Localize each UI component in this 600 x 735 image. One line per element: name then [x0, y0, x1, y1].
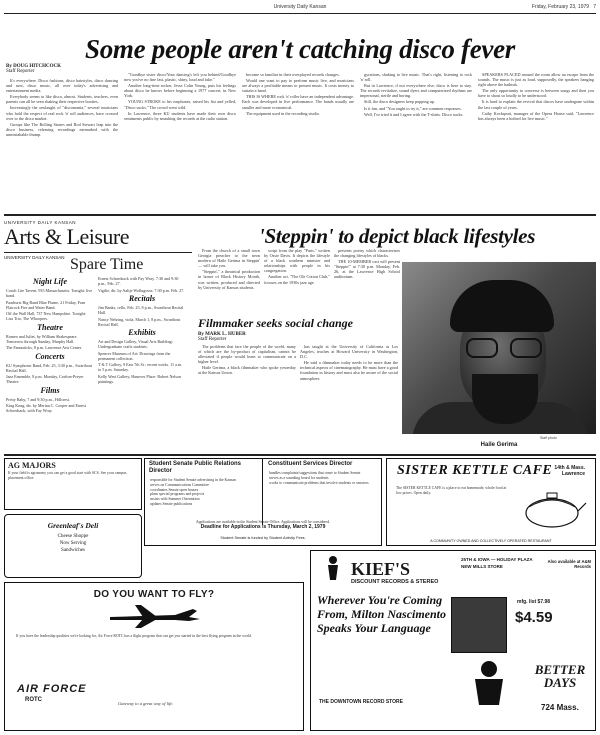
deli-ad — [4, 514, 142, 578]
senate-cs-list — [264, 470, 381, 486]
list-item: Now Serving — [59, 541, 87, 546]
listing-heading: Night Life — [33, 277, 67, 286]
paragraph: "Goodbye sister disco/Your dancing's left you behind/Goodbye now you've no fine fast, plastic, shiny, loud and fake." — [124, 72, 236, 83]
listing-heading: Recitals — [128, 294, 156, 303]
paragraph: Cathy Kocksputt, manager of the Opera House said, "Lawrence has always been a hotbed for live music." — [478, 110, 594, 121]
listing-item: Spencer Museum of Art: Drawings from the permanent collection. — [98, 350, 171, 361]
paragraph: THIS IS WHERE rock 'n' roller have an independent advantage. Each was developed in live performance. The bands usually are smaller and more economical. — [242, 94, 354, 110]
paragraph: has taught at the University of California at Los Angeles, teaches at Howard University in Washington, D.C. — [300, 344, 398, 360]
listing-item: Pretty Baby, 7 and 9:30 p.m., Hillcrest. — [6, 396, 70, 402]
kiefs-store: THE DOWNTOWN RECORD STORE — [319, 699, 403, 705]
steppin-headline: 'Steppin' to depict black lifestyles — [258, 224, 536, 248]
ads-rule — [4, 454, 596, 456]
list-item: coordinates Senate open houses — [150, 487, 199, 492]
paragraph: Groups like The Rolling Stones and Rod Stewart leap into the disco business, releasing recordings earmarked with the unmistakable thump. — [6, 121, 118, 137]
kiefs-sale: NEW MILLS STORE — [461, 564, 503, 569]
listing-heading: Concerts — [35, 351, 65, 361]
ag-majors-ad — [4, 458, 142, 510]
senate-cs-title: Constituent Services Director — [268, 461, 353, 467]
film-headline: Filmmaker seeks social change — [198, 316, 353, 330]
film-byline — [198, 332, 246, 342]
film-byline-role: Staff Reporter — [198, 337, 227, 342]
masthead — [4, 3, 596, 13]
story-column — [6, 78, 118, 210]
album-cover — [451, 597, 507, 653]
issue-date-page — [532, 4, 596, 10]
price-value: $4.59 — [515, 609, 553, 626]
story-column — [242, 72, 354, 210]
airplane-icon — [105, 601, 205, 629]
kiefs-logo: KIEF'S — [351, 559, 411, 579]
sister-kettle-ad — [386, 458, 596, 546]
listing-item: Romeo and Juliet, by William Shakespeare. Tomorrow through Sunday, Murphy Hall. — [6, 333, 78, 344]
kiefs-tagline: DISCOUNT RECORDS & STEREO — [351, 579, 439, 585]
listing-item: Jim Banks, cello, Feb. 25, 8 p.m., Swarthout Recital Hall. — [98, 305, 184, 315]
paragraph: It is hard to explain the revival that discos have undergone within the last couple of years. — [478, 99, 594, 110]
kiefs-address: 25TH & IOWA — HOLIDAY PLAZA — [461, 557, 533, 562]
better-days-title: BETTER DAYS — [534, 662, 586, 690]
air-force-brand: AIR FORCE — [17, 683, 87, 695]
better-days-address: 724 Mass. — [541, 703, 579, 712]
photo-credit: Staff photo — [540, 436, 557, 440]
listing-column — [98, 276, 186, 458]
cafe-text: The SISTER KETTLE CAFE is a place to eat homemade, whole food at low prices. Open daily. — [396, 486, 507, 495]
paragraph: Still, the disco designers keep popping up. — [364, 99, 435, 105]
paragraph: Is it fun, and "You ought to try it," are common responses. — [364, 105, 462, 111]
paragraph: Increasingly the onslaught of "discomania," several musicians who hold the respect of real rock 'n' roll audiences, have crossed over to the disco market. — [6, 105, 118, 121]
listing-item: Off the Wall Hall, 737 New Hampshire. Tonight: Lisa Trio, The Whoopers. — [6, 311, 86, 321]
price-label: mfg. list $7.98 — [517, 599, 551, 605]
senate-pr-title: Student Senate Public Relations Director — [149, 461, 242, 474]
paragraph: presents poetry which characterizes the changing lifestyles of blacks. — [334, 248, 400, 259]
student-senate-ad — [144, 458, 382, 546]
list-item: updates Senate publications — [150, 501, 193, 506]
listing-item: Jazz Ensemble, 8 p.m. Monday, Crafton-Preyer Theatre. — [6, 374, 84, 384]
paragraph: Another act, "The Ole Cotton Club," focuses on the 1930s jazz age. — [264, 274, 330, 285]
senate-deadline: Deadline for Applications is Thursday, March 2, 1979 — [200, 524, 326, 530]
fly-text: If you have the leadership qualities we're looking for, Air Force ROTC has a flight program that can get you started in the best flying program in the world. — [16, 634, 252, 638]
listing-item: Art and Design Gallery, Visual Arts Building: Undergraduate crafts students. — [98, 339, 173, 349]
paragraph: become so familiar in their overplayed records changes. — [246, 72, 340, 77]
paragraph: gyrations, shaking to live music. That's right, listening to rock 'n' roll. — [360, 72, 472, 83]
photo-caption: Haile Gerima — [480, 442, 518, 448]
story-column — [478, 72, 594, 210]
story-column — [360, 72, 472, 210]
cafe-footer: A COMMUNITY OWNED AND COLLECTIVELY OPERATED RESTAURANT — [430, 539, 552, 543]
list-item: responsible for Student Senate advertising in the Kansan — [150, 478, 236, 482]
listing-item: Paarhurst Big Band Blue Flame, 21 Friday, Fran Flatrock Fire and Water Band. — [6, 299, 86, 310]
list-item: serves as a sounding board for students — [269, 475, 329, 480]
ag-title: AG MAJORS — [8, 461, 56, 470]
paragraph: "Steppin'," a theatrical production in honor of Black History Month, was written, produced and directed by University of Kansas students. — [198, 269, 260, 290]
page-number: 7 — [593, 4, 596, 10]
fly-title: DO YOU WANT TO FLY? — [93, 589, 215, 600]
arts-leisure-header — [4, 220, 190, 256]
arts-title: Arts & Leisure — [4, 224, 129, 249]
deli-lines — [5, 533, 141, 554]
saxophone-player-icon — [321, 555, 345, 581]
story-column — [334, 248, 400, 312]
paragraph: From the church of a small town Georgia preacher to the neon modern of Haile Gerima in Steppin' — will take you. — [198, 248, 260, 269]
list-item: handles complaints/suggestions that come to Student Senate — [269, 471, 361, 475]
disco-byline-name: By DOUG HITCHCOCK — [6, 64, 62, 69]
haile-gerima-photo — [402, 262, 596, 434]
paragraph: Everybody seems to like disco, almost. Students, teachers, even parents can all be seen shaking their respective booties. — [6, 94, 118, 105]
paper-name: University Daily Kansan — [273, 4, 327, 10]
senate-cs-panel — [264, 459, 381, 525]
list-item: assists with Summer Orientation — [150, 497, 200, 502]
deli-title: Greenleaf's Deli — [47, 521, 99, 530]
listing-item: Nancy Nehring, viola, March 1, 8 p.m., Swarthout Recital Hall. — [98, 316, 181, 327]
ag-text: If your field is agronomy you can get a good start with SCS. See your campus placement office. — [8, 471, 127, 480]
story-column — [124, 72, 236, 210]
issue-date: Friday, February 23, 1979 — [531, 4, 590, 10]
story-column — [198, 344, 296, 450]
senate-note: Applications are available in the Student Senate Office. Applications will be considered. — [195, 520, 331, 524]
paragraph: The problems that face the people of the world, many of which are the by-product of capitalism, cannot be alleviated if people would learn to communicate on a higher level. — [198, 344, 296, 365]
disco-byline — [6, 64, 61, 74]
paragraph: In Lawrence, three KU students have made their own disco sentiments public by smashing the records at the radio station. — [124, 110, 236, 121]
air-force-ad — [4, 582, 304, 731]
paragraph: It's everywhere. Disco fashions, disco hairstyles, disco dancing and now, disco music, all over today's advertising and entertainment media. — [6, 78, 118, 94]
list-item: works to communicate problems that involve students or senators — [269, 480, 369, 485]
arts-rule — [4, 252, 192, 253]
masthead-rule — [4, 13, 596, 14]
cafe-sub: 14th & Mass. — [554, 465, 585, 471]
paragraph: The only opportunity to converse is between songs and then you have to shout so loudly to be understood. — [478, 88, 594, 99]
spare-time-title: Spare Time — [70, 256, 144, 273]
senate-funded: Student Senate is funded by Student Activity Fees. — [220, 536, 306, 540]
paragraph: Well, I've tried it and I agree with the T-shirts. Disco sucks. — [364, 111, 464, 117]
listing-item: T & T Gallery, 9 East 7th St.: recent works. 11 a.m. to 5 p.m. Saturday. — [98, 362, 183, 372]
story-column — [264, 248, 330, 312]
film-byline-name: By MARK L. HUBER — [198, 332, 246, 337]
spare-label: UNIVERSITY DAILY KANSAN — [4, 255, 65, 260]
arts-label: UNIVERSITY DAILY KANSAN — [4, 220, 77, 225]
section-rule — [4, 214, 596, 216]
listing-item: Kelly West Gallery, Hanover Place: Robert Nelson paintings. — [98, 373, 182, 384]
senate-pr-panel — [145, 459, 263, 525]
list-item: Cheese Shoppe — [57, 534, 89, 539]
paragraph: He said a filmmaker today needs to be more than the technical aspects of cinematography. He must have a good foundation in history and must also be aware of the social atmosphere. — [300, 360, 398, 381]
kiefs-ad — [310, 550, 596, 731]
disco-headline: Some people aren't catching disco fever — [85, 34, 515, 64]
kettle-icon — [517, 485, 587, 531]
fly-slogan: Gateway to a great way of life. — [118, 701, 174, 706]
listing-item: Coach Lite Tavern, 935 Massachusetts. Tonight: live band. — [6, 288, 93, 298]
cafe-sub2: Lawrence — [561, 471, 585, 477]
story-column — [198, 248, 260, 312]
list-item: serves on Communications Committee — [150, 482, 209, 487]
kiefs-avail: Also available at A&M Records — [547, 559, 591, 569]
listing-item: Ernest Schoedsack with Fay Wray. 7:30 and 9:30 p.m., Feb. 27. — [98, 276, 179, 286]
paragraph: Haile Gerima, a black filmmaker who spoke yesterday at the Kansas Union. — [198, 365, 296, 376]
paragraph: script from the play "Paris," written by Ossie Davis. It depicts the lifestyle of a black southern minister and relationships with people in his congregation. — [264, 248, 330, 274]
paragraph: But in Lawrence, if not everywhere else, disco is here to stay. The records revitalize, sound dyers and computerized rhythms are impersonal, sterile and boring. — [360, 83, 472, 99]
paragraph: Would one want to pay to perform music live, and musicians are always a profitable means to present music. It costs money to sustain a band. — [242, 78, 354, 94]
rotc-label: ROTC — [25, 697, 42, 703]
guitar-player-icon — [461, 659, 517, 707]
listing-item: Vigilie, dir. by Aaltje Wollugosse, 7:30 p.m. Feb. 27. — [98, 287, 185, 293]
list-item: Sandwiches — [61, 548, 85, 553]
listing-item: The Fantasticks, 8 p.m. Lawrence Arts Center. — [6, 345, 82, 350]
paragraph: Another long-time rocker, Jesse Colin Young, puts his feelings about disco he knows before beginning a 1977 concert, in New York. — [124, 83, 236, 99]
listing-item: KU Symphonic Band, Feb. 25, 3:30 p.m., Swarthout Recital Hall. — [6, 362, 93, 373]
listing-column — [6, 276, 94, 458]
cafe-title: SISTER KETTLE CAFE — [397, 463, 553, 478]
listing-heading: Films — [40, 385, 60, 395]
paragraph: SPEAKERS PLACED around the room allow an escape from the sounds. The music is just as loud, supposedly, the speakers hanging right above the bathtub. — [478, 72, 594, 88]
paragraph: The equipment used in the recording studio. — [246, 110, 320, 116]
cafe-location — [554, 465, 585, 477]
listing-heading: Theatre — [37, 322, 63, 332]
story-column — [300, 344, 398, 450]
paragraph: YOUNG STROKE to his earphones, raised his fist and yelled, "Disco sucks." The crowd went wild. — [124, 99, 236, 110]
kiefs-headline: Wherever You're Coming From, Milton Nascimento Speaks Your Language — [317, 593, 447, 635]
listing-heading: Exhibits — [128, 328, 156, 337]
list-item: plans special programs and projects — [150, 492, 205, 497]
senate-pr-list — [145, 477, 262, 508]
disco-byline-role: Staff Reporter — [6, 69, 35, 74]
listing-item: King Kong, dir. by Merian C. Cooper and Ernest Schoedsack, with Fay Wray. — [6, 403, 86, 413]
paragraph: THE 10-MEMBER cast will present "Steppin'" at 7:30 p.m. Monday, Feb. 26, at the Lawrence High School auditorium. — [334, 259, 400, 280]
